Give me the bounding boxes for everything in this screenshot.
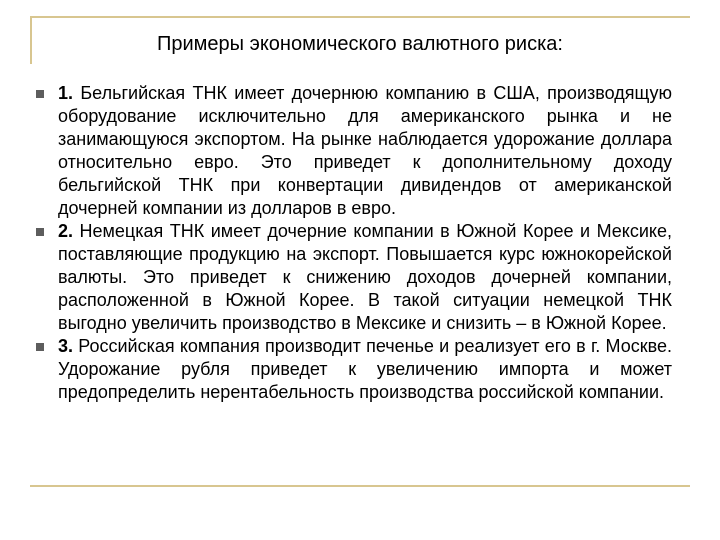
- frame-top-line: [30, 16, 690, 18]
- frame-bottom-line: [30, 485, 690, 487]
- list-item-text: [58, 335, 672, 404]
- item-body: Немецкая ТНК имеет дочерние компании в Южной Корее и Мексике, поставляющие продукцию на экспорт. Повышается курс южнокорейской валюты. Это приведет к снижению доходов дочерней компании, расположенной в Южной Корее. В такой ситуации немецкой ТНК выгодно увеличить производство в Мексике и снизить – в Южной Корее.: [58, 221, 672, 333]
- item-number: 3.: [58, 336, 74, 356]
- item-number: 2.: [58, 221, 74, 241]
- bullet-list: [36, 82, 672, 404]
- item-number: 1.: [58, 83, 74, 103]
- list-item: [36, 220, 672, 335]
- square-bullet-icon: [36, 90, 44, 98]
- item-body: Российская компания производит печенье и реализует его в г. Москве. Удорожание рубля приведет к увеличению импорта и может предопределить нерентабельность производства российской компании.: [58, 336, 672, 402]
- square-bullet-icon: [36, 343, 44, 351]
- list-item: [36, 82, 672, 220]
- list-item-text: [58, 220, 672, 335]
- slide-title: Примеры экономического валютного риска:: [157, 33, 563, 55]
- list-item-text: [58, 82, 672, 220]
- list-item: [36, 335, 672, 404]
- square-bullet-icon: [36, 228, 44, 236]
- item-body: Бельгийская ТНК имеет дочернюю компанию в США, производящую оборудование исключительно для американского рынка и не занимающуюся экспортом. На рынке наблюдается удорожание доллара относительно евро. Это приведет к дополнительному доходу бельгийской ТНК при конвертации дивидендов от американской дочерней компании из долларов в евро.: [58, 83, 672, 218]
